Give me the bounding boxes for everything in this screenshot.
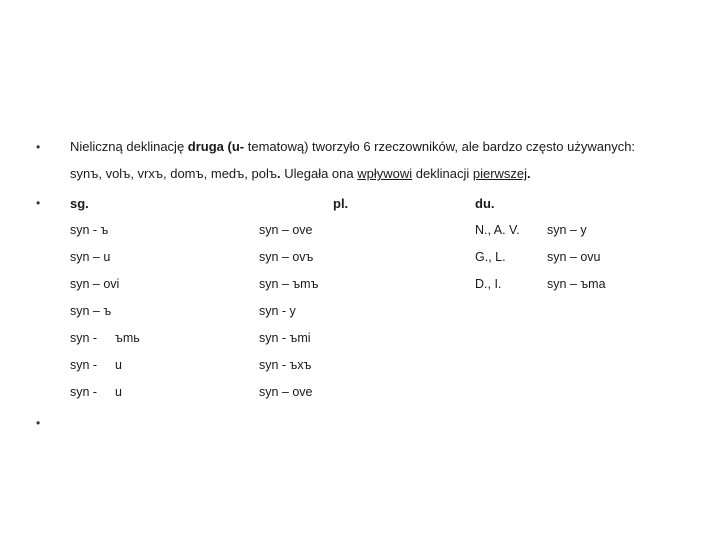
sg-ending: u (115, 358, 122, 372)
pl-form: syn - ъxъ (259, 358, 312, 372)
sg-form: syn - (70, 358, 98, 372)
du-form: syn – ovu (547, 250, 601, 264)
intro-text-after: tematową) tworzyło 6 rzeczowników, ale bardzo często używanych: (244, 139, 636, 154)
intro-text-before: Nieliczną deklinację (70, 139, 188, 154)
pl-form: syn – ove (259, 385, 313, 399)
intro-dot: . (276, 166, 281, 181)
du-case: D., I. (475, 277, 502, 291)
underlined-pierwszej: pierwszej (472, 166, 528, 181)
du-case: G., L. (475, 250, 506, 264)
pl-form: syn - ъmi (259, 331, 311, 345)
intro-after: Ulegała ona (280, 166, 358, 181)
bullet-3: • (36, 416, 41, 430)
du-form: syn – y (547, 223, 587, 237)
pl-form: syn – ъmъ (259, 277, 319, 291)
pl-form: syn - y (259, 304, 296, 318)
intro-bold-u: (u- (227, 139, 245, 154)
intro-paragraph-line1 (70, 139, 635, 154)
header-du: du. (475, 196, 495, 211)
intro-words: synъ, volъ, vrxъ, domъ, medъ, polъ (70, 166, 277, 181)
header-sg: sg. (70, 196, 89, 211)
header-pl: pl. (333, 196, 349, 211)
du-form: syn – ъma (547, 277, 606, 291)
pl-form: syn – ove (259, 223, 313, 237)
sg-form: syn – ъ (70, 304, 112, 318)
bullet-1: • (36, 140, 41, 154)
underlined-wplywowi: wpływowi (357, 166, 413, 181)
sg-ending: u (115, 385, 122, 399)
intro-paragraph-line2 (70, 166, 531, 181)
intro-mid: deklinacji (412, 166, 473, 181)
intro-end: . (527, 166, 531, 181)
sg-form: syn - (70, 331, 98, 345)
sg-form: syn – u (70, 250, 111, 264)
sg-form: syn - ъ (70, 223, 109, 237)
sg-form: syn – ovi (70, 277, 120, 291)
sg-ending: ъmь (115, 331, 140, 345)
intro-bold-druga: druga (187, 139, 224, 154)
sg-form: syn - (70, 385, 98, 399)
bullet-2: • (36, 196, 41, 210)
pl-form: syn – ovъ (259, 250, 314, 264)
du-case: N., A. V. (475, 223, 520, 237)
